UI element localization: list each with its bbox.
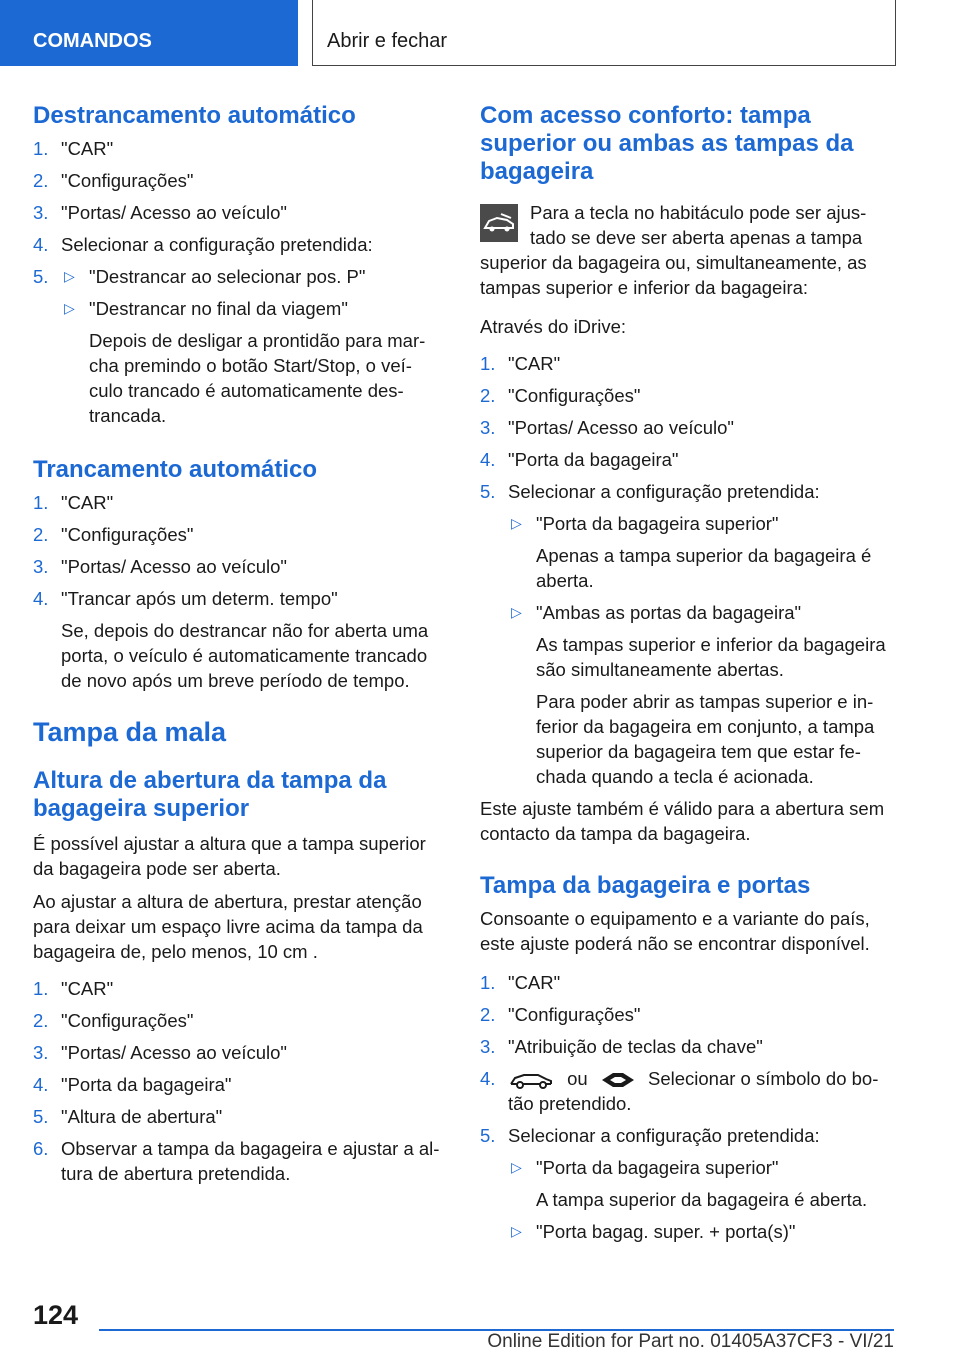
list-item: ▷ "Ambas as portas da bagageira": [508, 600, 898, 625]
list-item: 2. "Configurações": [33, 524, 194, 545]
heading-tailgate-doors: Tampa da bagageira e portas: [480, 872, 811, 899]
option-description: As tampas superior e inferior da bagageira são simultaneamente abertas.: [536, 634, 886, 680]
list-item: ▷ "Porta bagag. super. + porta(s)": [508, 1219, 898, 1244]
list-item: 4. Selecionar a configuração pretendida:: [33, 234, 373, 255]
car-icon: [508, 1070, 554, 1090]
list-item: 1. "CAR": [33, 138, 114, 159]
heading-auto-unlock: Destrancamento automático: [33, 102, 356, 129]
list-item: 4. "Trancar após um determ. tempo": [33, 588, 338, 609]
list-item: 2. "Configurações": [33, 170, 194, 191]
option-description: A tampa superior da bagageira é aberta.: [536, 1189, 868, 1210]
left-column: [33, 102, 441, 1186]
bullet-icon: ▷: [511, 1159, 522, 1175]
list-item: 2. "Configurações": [480, 385, 641, 406]
list-item: 4. "Porta da bagageira": [480, 449, 679, 470]
list-item: 3. "Atribuição de teclas da chave": [480, 1036, 763, 1057]
list-item: 4. "Porta da bagageira": [33, 1074, 232, 1095]
list-item: 4. ou Selecionar o símbolo do bo-tão pretendido.: [480, 1068, 879, 1114]
heading-boot-lid: Tampa da mala: [33, 717, 227, 747]
section-tab: COMANDOS: [0, 0, 298, 66]
diamond-key-icon: [601, 1072, 635, 1088]
list-item: ▷ "Destrancar no final da viagem": [61, 296, 441, 321]
bullet-icon: ▷: [64, 300, 75, 316]
list-item: 3. "Portas/ Acesso ao veículo": [480, 417, 735, 438]
step-description: Se, depois do destrancar não for aberta uma porta, o veículo é automaticamente trancado de novo após um breve período de tempo.: [61, 620, 429, 691]
paragraph: Para a tecla no habitáculo pode ser ajus-tado se deve ser aberta apenas a tampa superior da bagageira ou, simultaneamente, as tampas superior e inferior da bagageira:: [480, 202, 867, 298]
paragraph: Através do iDrive:: [480, 316, 626, 337]
paragraph: É possível ajustar a altura que a tampa superior da bagageira pode ser aberta.: [33, 833, 426, 879]
list-item: 1. "CAR": [33, 492, 114, 513]
list-item: 3. "Portas/ Acesso ao veículo": [33, 556, 288, 577]
car-tailgate-icon: [480, 204, 518, 242]
heading-opening-height: Altura de abertura da tampa da bagageira superior: [33, 767, 387, 822]
list-item: 3. "Portas/ Acesso ao veículo": [33, 1042, 288, 1063]
option-description: Para poder abrir as tampas superior e in-ferior da bagageira em conjunto, a tampa superior da bagageira tem que estar fe-chada quando a tecla é acionada.: [536, 691, 875, 787]
heading-comfort-access: Com acesso conforto: tampa superior ou ambas as tampas da bagageira: [480, 102, 854, 185]
chapter-tab: Abrir e fechar: [312, 0, 896, 66]
bullet-icon: ▷: [511, 1223, 522, 1239]
bullet-icon: ▷: [511, 515, 522, 531]
list-item: ▷ "Porta da bagageira superior": [508, 1155, 898, 1180]
list-item: 5. Selecionar a configuração pretendida:: [480, 481, 820, 502]
option-description: Apenas a tampa superior da bagageira é aberta.: [536, 545, 872, 591]
bullet-icon: ▷: [64, 268, 75, 284]
footer-edition: Online Edition for Part no. 01405A37CF3 - VI/21: [487, 1331, 894, 1352]
right-column: [480, 102, 898, 1244]
list-item: 2. "Configurações": [480, 1004, 641, 1025]
list-item: 3. "Portas/ Acesso ao veículo": [33, 202, 288, 223]
page-number: 124: [33, 1300, 79, 1330]
list-item: 5. "Altura de abertura": [33, 1106, 223, 1127]
paragraph: Consoante o equipamento e a variante do país, este ajuste poderá não se encontrar disponível.: [480, 908, 870, 954]
list-item: 6. Observar a tampa da bagageira e ajustar a al-tura de abertura pretendida.: [33, 1138, 440, 1184]
bullet-icon: ▷: [511, 604, 522, 620]
option-description: Depois de desligar a prontidão para mar-cha premindo o botão Start/Stop, o veí-culo trancado é automaticamente des-trancada.: [89, 330, 426, 426]
list-item: 5. ▷ "Destrancar ao selecionar pos. P": [33, 266, 366, 287]
list-item: ▷ "Porta da bagageira superior": [508, 511, 898, 536]
heading-auto-lock: Trancamento automático: [33, 456, 318, 483]
list-item: 1. "CAR": [480, 972, 561, 993]
paragraph: Ao ajustar a altura de abertura, prestar atenção para deixar um espaço livre acima da tampa da bagageira de, pelo menos, 10 cm .: [33, 891, 423, 962]
list-item: 5. Selecionar a configuração pretendida:: [480, 1125, 820, 1146]
list-item: 1. "CAR": [33, 978, 114, 999]
paragraph: Este ajuste também é válido para a abertura sem contacto da tampa da bagageira.: [480, 798, 885, 844]
list-item: 2. "Configurações": [33, 1010, 194, 1031]
list-item: 1. "CAR": [480, 353, 561, 374]
